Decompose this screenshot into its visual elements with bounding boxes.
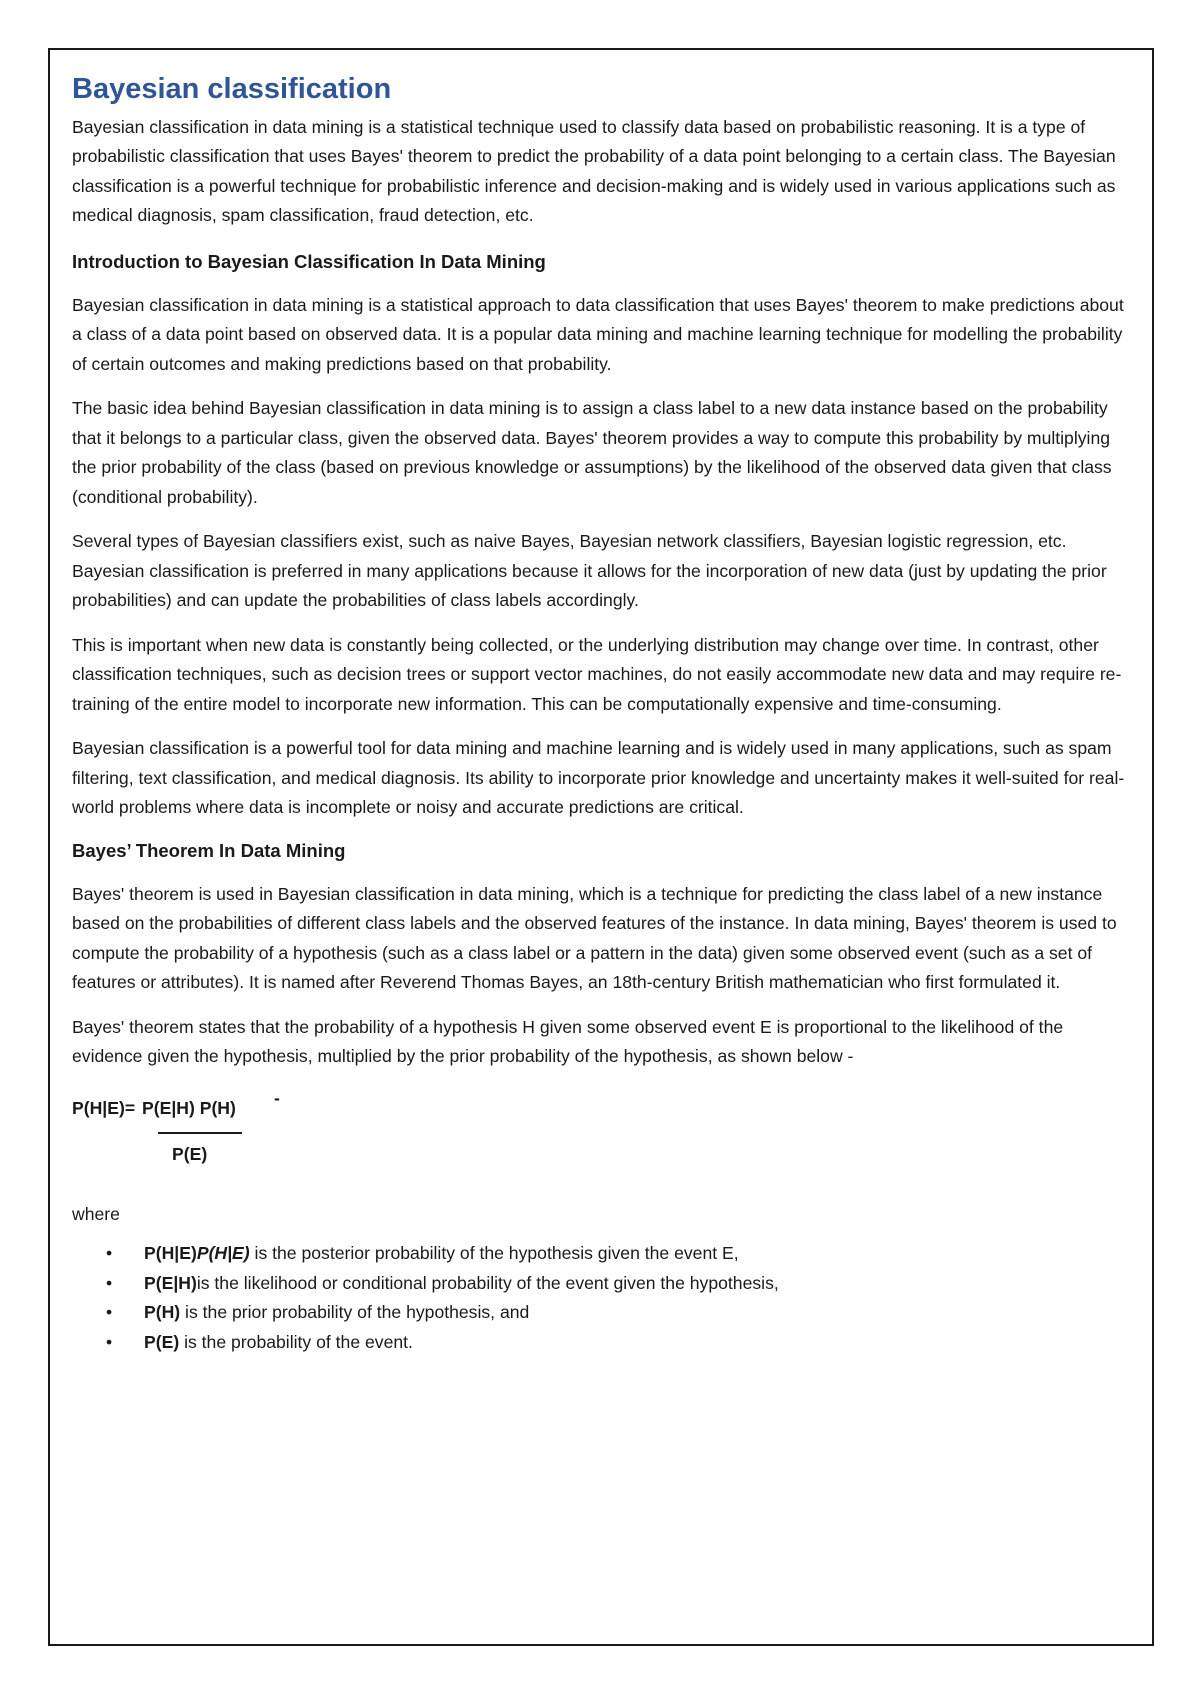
definitions-list bbox=[72, 1239, 1136, 1357]
definition-text: is the prior probability of the hypothesis, and bbox=[180, 1302, 530, 1323]
paragraph: Several types of Bayesian classifiers exist, such as naive Bayes, Bayesian network classifiers, Bayesian logistic regression, etc. Bayesian classification is preferred in many applications because it allows for the incorporation of new data (just by updating the prior probabilities) and can update the probabilities of class labels accordingly. bbox=[72, 531, 1107, 611]
section-heading-introduction: Introduction to Bayesian Classification In Data Mining bbox=[72, 250, 546, 272]
formula-denominator: P(E) bbox=[172, 1143, 208, 1164]
definition-term-italic: P(H|E) bbox=[196, 1243, 250, 1264]
list-item bbox=[106, 1298, 1136, 1328]
formula-mark: - bbox=[274, 1087, 280, 1108]
formula-numerator: P(E|H) P(H) bbox=[142, 1097, 236, 1118]
paragraph: Bayes' theorem states that the probability of a hypothesis H given some observed event E is proportional to the likelihood of the evidence given the hypothesis, multiplied by the prior probability of the hypothesis, as shown below - bbox=[72, 1016, 1064, 1067]
definition-term: P(E) bbox=[144, 1331, 180, 1352]
definition-text: is the posterior probability of the hypothesis given the event E, bbox=[249, 1243, 739, 1264]
definition-term: P(H) bbox=[144, 1302, 181, 1323]
paragraph: The basic idea behind Bayesian classification in data mining is to assign a class label to a new data instance based on the probability that it belongs to a particular class, given the observed data. Bayes' theorem provides a way to compute this probability by multiplying the prior probability of the class (based on previous knowledge or assumptions) by the likelihood of the observed data given that class (conditional probability). bbox=[72, 398, 1112, 507]
fraction-line bbox=[158, 1132, 242, 1134]
document-body bbox=[72, 72, 1136, 1357]
list-item bbox=[106, 1269, 1136, 1299]
paragraph: This is important when new data is constantly being collected, or the underlying distribution may change over time. In contrast, other classification techniques, such as decision trees or support vector machines, do not easily accommodate new data and may require re-training of the entire model to incorporate new information. This can be computationally expensive and time-consuming. bbox=[72, 634, 1122, 714]
definition-term: P(H|E) bbox=[144, 1243, 197, 1264]
paragraph: Bayesian classification is a powerful tool for data mining and machine learning and is widely used in many applications, such as spam filtering, text classification, and medical diagnosis. Its ability to incorporate prior knowledge and uncertainty makes it well-suited for real-world problems where data is incomplete or noisy and accurate predictions are critical. bbox=[72, 738, 1125, 818]
definition-text: is the likelihood or conditional probability of the event given the hypothesis, bbox=[196, 1272, 779, 1293]
intro-paragraph: Bayesian classification in data mining is a statistical technique used to classify data based on probabilistic reasoning. It is a type of probabilistic classification that uses Bayes' theorem to predict the probability of a data point belonging to a certain class. The Bayesian classification is a powerful technique for probabilistic inference and decision-making and is widely used in various applications such as medical diagnosis, spam classification, fraud detection, etc. bbox=[72, 116, 1116, 226]
definition-text: is the probability of the event. bbox=[179, 1331, 413, 1352]
list-item bbox=[106, 1328, 1136, 1358]
bullet-icon: • bbox=[106, 1243, 113, 1264]
section-heading-bayes-theorem: Bayes’ Theorem In Data Mining bbox=[72, 839, 346, 861]
paragraph: Bayes' theorem is used in Bayesian classification in data mining, which is a technique for predicting the class label of a new instance based on the probabilities of different class labels and the observed features of the instance. In data mining, Bayes' theorem is used to compute the probability of a hypothesis (such as a class label or a pattern in the data) given some observed event (such as a set of features or attributes). It is named after Reverend Thomas Bayes, an 18th-century British mathematician who first formulated it. bbox=[72, 883, 1117, 993]
paragraph: Bayesian classification in data mining is a statistical approach to data classification that uses Bayes' theorem to make predictions about a class of a data point based on observed data. It is a popular data mining and machine learning technique for modelling the probability of certain outcomes and making predictions based on that probability. bbox=[72, 294, 1124, 374]
definition-term: P(E|H) bbox=[144, 1272, 197, 1293]
formula-lhs: P(H|E)= bbox=[72, 1097, 136, 1118]
bullet-icon: • bbox=[106, 1331, 113, 1352]
bullet-icon: • bbox=[106, 1302, 113, 1323]
bayes-formula bbox=[72, 1088, 1136, 1188]
document-title: Bayesian classification bbox=[72, 73, 392, 105]
bullet-icon: • bbox=[106, 1272, 113, 1293]
where-label: where bbox=[72, 1203, 120, 1224]
list-item bbox=[106, 1239, 1136, 1269]
